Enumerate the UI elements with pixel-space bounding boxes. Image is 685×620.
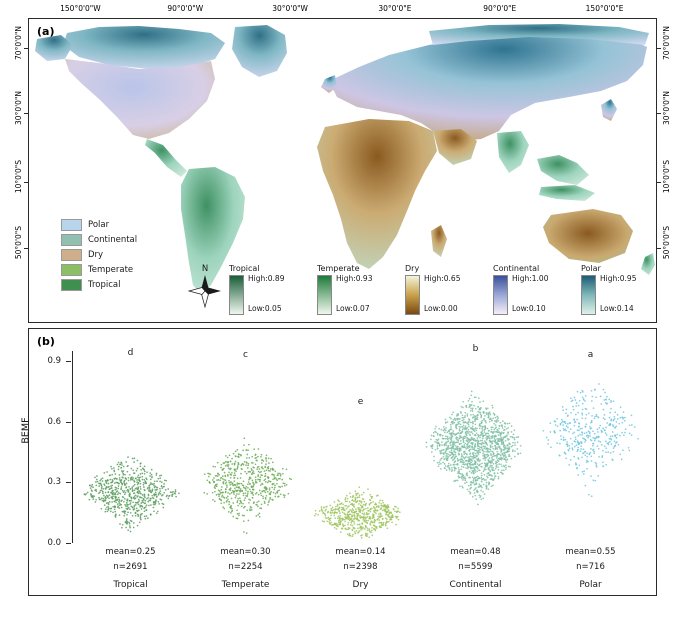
legend-item [61,232,137,247]
colorbar-low-label: Low:0.05 [248,304,282,313]
latitude-tick-label-right: 10°0'0"S [662,160,671,194]
colorbar-low-label: Low:0.00 [424,304,458,313]
group-mean-label: mean=0.55 [565,547,616,557]
legend-label-temperate: Temperate [88,264,134,275]
x-axis-category-label: Dry [352,580,369,590]
legend-swatch-continental [61,234,82,246]
longitude-tick-label: 90°0'0"E [483,4,517,13]
landmass-australia [543,209,633,263]
legend-label-dry: Dry [88,249,104,260]
landmass-north-america-mid [65,59,215,139]
landmass-madagascar [431,225,447,257]
colorbar-strip [581,275,596,315]
colorbar-tropical [229,264,284,315]
colorbar-continental [493,264,548,315]
colorbar-high-label: High:0.65 [424,274,461,283]
latitude-tick-label-left: 50°0'0"S [14,226,23,260]
violin-svg [73,351,648,543]
legend-item [61,247,137,262]
longitude-axis-top [28,4,657,18]
legend-label-continental: Continental [88,234,138,245]
y-tick-label: 0.3 [47,477,61,488]
panel-a-label: (a) [37,25,55,38]
colorbar-strip [317,275,332,315]
y-tick-mark [66,422,71,423]
y-tick-label: 0.0 [47,538,61,548]
group-n-label: n=5599 [458,562,493,572]
y-axis-title: BEMF [20,417,32,444]
y-tick-mark [66,361,71,362]
latitude-tick-label-right: 30°0'0"N [662,91,671,125]
compass-glyph [188,274,222,308]
x-axis-category-label: Tropical [113,580,148,590]
legend-swatch-polar [61,219,82,231]
latitude-tick-label-right: 70°0'0"N [662,26,671,60]
group-mean-label: mean=0.30 [220,547,271,557]
compass-north-label: N [201,264,209,274]
y-tick-mark [66,482,71,483]
latitude-tick-mark [657,48,661,49]
latitude-tick-mark [24,182,28,183]
group-mean-label: mean=0.48 [450,547,501,557]
legend-item [61,262,137,277]
landmass-japan [601,99,617,121]
colorbar-dry [405,264,460,315]
landmass-southeast-asia [537,155,589,185]
latitude-tick-mark [24,48,28,49]
colorbar-polar [581,264,636,315]
legend-item [61,277,137,292]
group-mean-label: mean=0.14 [335,547,386,557]
colorbar-low-label: Low:0.10 [512,304,546,313]
violin-continental [425,391,521,506]
landmass-india [497,131,529,173]
group-mean-label: mean=0.25 [105,547,156,557]
latitude-tick-mark [657,248,661,249]
group-n-label: n=716 [576,562,605,572]
landmass-africa [317,119,437,269]
latitude-tick-mark [657,113,661,114]
x-axis-category-label: Temperate [221,580,270,590]
climate-class-legend [61,217,137,292]
significance-letter: a [587,350,594,361]
y-tick-label: 0.6 [47,416,61,427]
latitude-tick-label-right: 50°0'0"S [662,226,671,260]
panel-a-map [28,18,657,323]
significance-letter: c [243,350,248,361]
latitude-tick-label-left: 10°0'0"S [14,160,23,194]
latitude-tick-mark [24,248,28,249]
latitude-tick-mark [24,113,28,114]
colorbar-low-label: Low:0.14 [600,304,634,313]
compass-rose [187,264,223,310]
colorbar-strip [229,275,244,315]
latitude-tick-label-left: 30°0'0"N [14,91,23,125]
y-tick-mark [66,543,71,544]
longitude-tick-label: 150°0'0"W [60,4,101,13]
significance-letter: d [127,348,134,359]
significance-letter: e [357,396,364,407]
panel-b-violin-chart [20,328,657,596]
group-n-label: n=2254 [228,562,263,572]
colorbar-title: Continental [493,264,540,273]
legend-label-tropical: Tropical [88,279,121,290]
legend-swatch-temperate [61,264,82,276]
colorbar-title: Dry [405,264,420,273]
x-axis-category-label: Polar [579,580,602,590]
violin-temperate [203,437,292,534]
colorbar-high-label: High:0.89 [248,274,285,283]
colorbar-high-label: High:0.95 [600,274,637,283]
group-n-label: n=2691 [113,562,148,572]
longitude-tick-label: 90°0'0"W [167,4,204,13]
violin-plot-area [73,351,648,543]
legend-swatch-tropical [61,279,82,291]
colorbar-low-label: Low:0.07 [336,304,370,313]
y-tick-label: 0.9 [47,356,61,367]
latitude-tick-label-left: 70°0'0"N [14,26,23,60]
latitude-tick-mark [657,182,661,183]
landmass-central-america [145,139,187,177]
longitude-tick-label: 150°0'0"E [585,4,624,13]
legend-label-polar: Polar [88,219,110,230]
landmass-new-zealand [641,253,655,275]
significance-letter: b [472,344,479,355]
landmass-greenland [232,25,287,77]
violin-tropical [83,456,179,532]
landmass-indonesia [539,185,595,201]
colorbar-high-label: High:1.00 [512,274,549,283]
longitude-tick-label: 30°0'0"W [272,4,308,13]
legend-swatch-dry [61,249,82,261]
legend-item [61,217,137,232]
panel-b-label: (b) [37,335,55,348]
colorbar-title: Polar [581,264,601,273]
violin-dry [314,486,401,538]
colorbar-strip [405,275,420,315]
violin-polar [543,383,639,497]
group-n-label: n=2398 [343,562,378,572]
colorbar-title: Temperate [317,264,360,273]
colorbar-temperate [317,264,372,315]
longitude-tick-label: 30°0'0"E [378,4,412,13]
colorbar-title: Tropical [229,264,260,273]
colorbar-strip [493,275,508,315]
x-axis-category-label: Continental [449,580,502,590]
colorbar-high-label: High:0.93 [336,274,373,283]
